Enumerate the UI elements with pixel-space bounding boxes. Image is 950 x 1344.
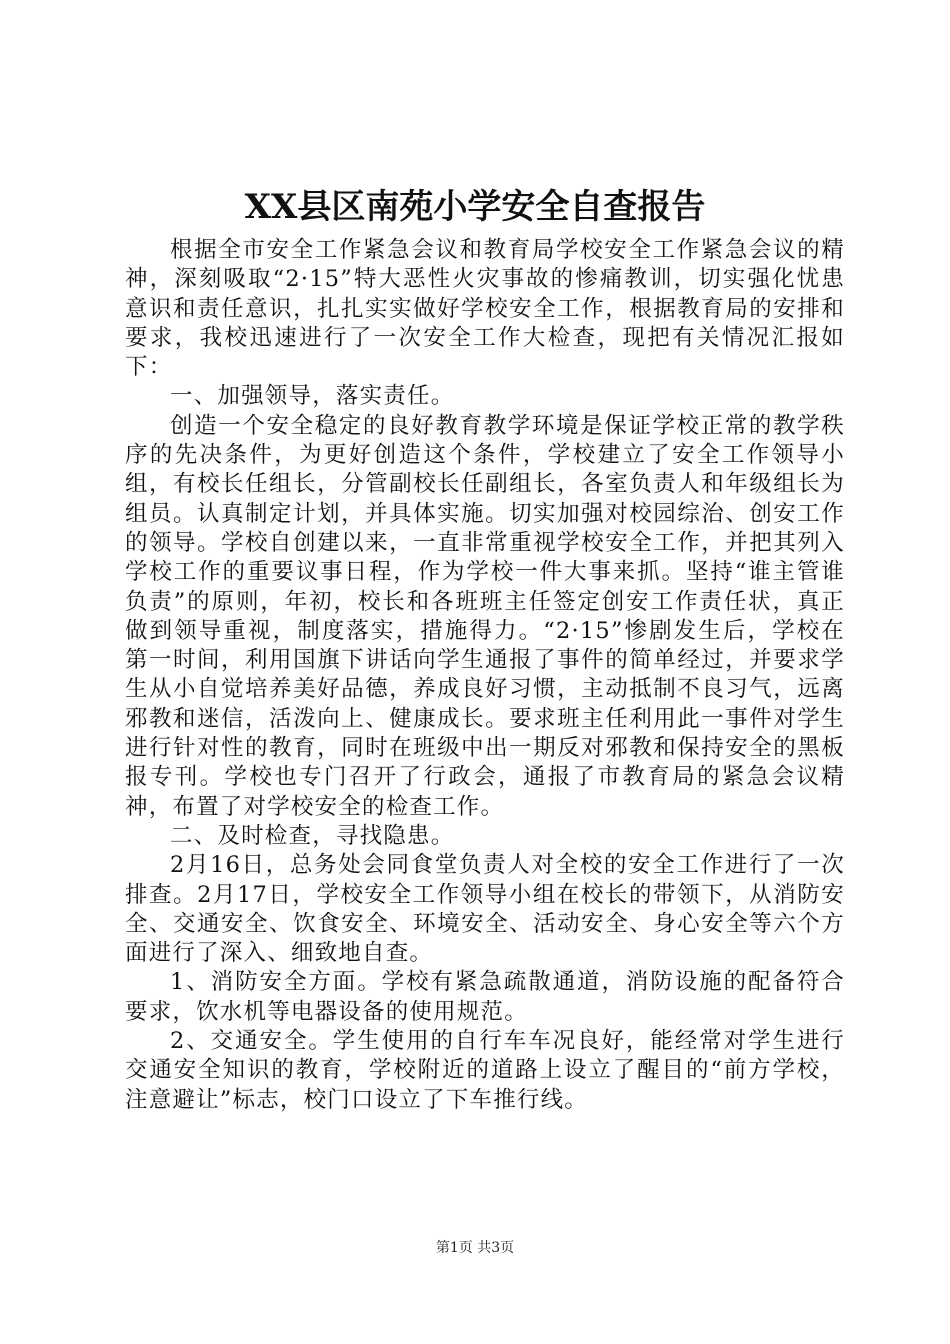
paragraph-fire-safety: 1、消防安全方面。学校有紧急疏散通道，消防设施的配备符合要求，饮水机等电器设备的使用规范。 <box>125 969 845 1025</box>
section-heading-1: 一、加强领导，落实责任。 <box>170 383 455 410</box>
page-number-footer: 第1页 共3页 <box>435 1240 515 1256</box>
paragraph-intro: 根据全市安全工作紧急会议和教育局学校安全工作紧急会议的精神，深刻吸取“2·15”特大恶性火灾事故的惨痛教训，切实强化忧患意识和责任意识，扎扎实实做好学校安全工作，根据教育局的安排和要求，我校迅速进行了一次安全工作大检查，现把有关情况汇报如下： <box>125 237 845 381</box>
document-title: XX县区南苑小学安全自查报告 <box>244 187 706 227</box>
paragraph-leadership: 创造一个安全稳定的良好教育教学环境是保证学校正常的教学秩序的先决条件，为更好创造这个条件，学校建立了安全工作领导小组，有校长任组长，分管副校长任副组长，各室负责人和年级组长为组员。认真制定计划，并具体实施。切实加强对校园综治、创安工作的领导。学校自创建以来，一直非常重视学校安全工作，并把其列入学校工作的重要议事日程，作为学校一件大事来抓。坚持“谁主管谁负责”的原则，年初，校长和各班班主任签定创安工作责任状，真正做到领导重视，制度落实，措施得力。“2·15”惨剧发生后，学校在第一时间，利用国旗下讲话向学生通报了事件的简单经过，并要求学生从小自觉培养美好品德，养成良好习惯，主动抵制不良习气，远离邪教和迷信，活泼向上、健康成长。要求班主任利用此一事件对学生进行针对性的教育，同时在班级中出一期反对邪教和保持安全的黑板报专刊。学校也专门召开了行政会，通报了市教育局的紧急会议精神，布置了对学校安全的检查工作。 <box>125 412 845 820</box>
document-body <box>125 236 845 1115</box>
paragraph-inspection: 2月16日，总务处会同食堂负责人对全校的安全工作进行了一次排查。2月17日，学校安全工作领导小组在校长的带领下，从消防安全、交通安全、饮食安全、环境安全、活动安全、身心安全等六个方面进行了深入、细致地自查。 <box>125 852 845 967</box>
section-heading-2: 二、及时检查，寻找隐患。 <box>170 822 455 849</box>
paragraph-traffic-safety: 2、交通安全。学生使用的自行车车况良好，能经常对学生进行交通安全知识的教育，学校附近的道路上设立了醒目的“前方学校，注意避让”标志，校门口设立了下车推行线。 <box>125 1028 845 1113</box>
